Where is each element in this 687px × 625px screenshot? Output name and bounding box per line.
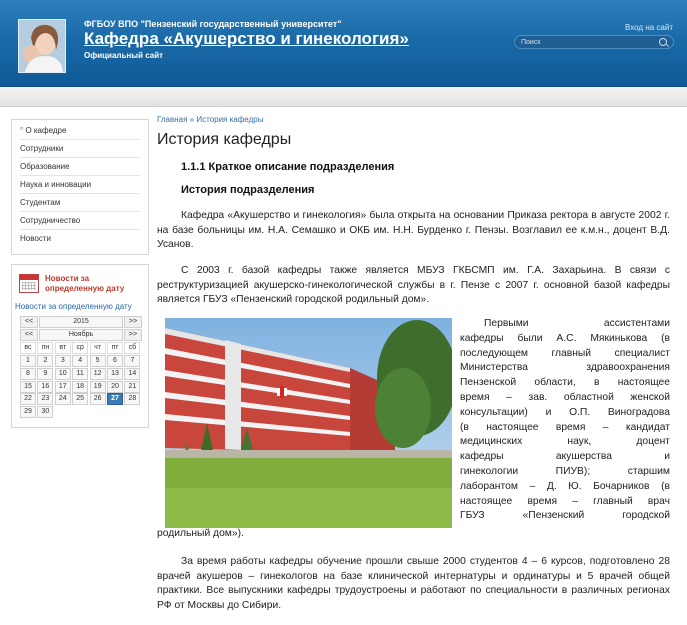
calendar-day[interactable]: 8	[20, 368, 36, 380]
calendar-title: Новости за определенную дату	[45, 274, 125, 293]
weekday-label: сб	[124, 342, 140, 354]
calendar-day[interactable]: 18	[72, 381, 88, 393]
search-icon[interactable]	[659, 38, 667, 46]
sidebar-item-label: Наука и инновации	[20, 180, 92, 189]
hospital-photo	[165, 318, 452, 528]
calendar-day[interactable]: 15	[20, 381, 36, 393]
calendar-day[interactable]: 20	[107, 381, 123, 393]
calendar-day[interactable]: 13	[107, 368, 123, 380]
sidebar-item-science[interactable]	[20, 176, 140, 194]
paragraph-line: кафедры были А.С. Мякинькова (в	[460, 332, 670, 344]
calendar-day[interactable]: 6	[107, 355, 123, 367]
breadcrumb[interactable]: Главная » История кафедры	[157, 115, 264, 124]
search-input[interactable]	[521, 36, 651, 48]
weekday-label: пн	[37, 342, 53, 354]
sidebar-item-about[interactable]	[20, 122, 140, 140]
paragraph-line: Пензенской области, в настоящее	[460, 377, 670, 389]
paragraph-text: За время работы кафедры обучение прошли свыше 2000 студентов 4 – 6 курсов, подготовлено 28 врачей акушеров – гинекологов на базе клинической интернатуры и ординатуры и 5 врачей общей практики. Все выпускники кафедры трудоустроены и работают по специальности в различных регионах РФ от Москвы до Сибири.	[157, 556, 670, 611]
calendar-day[interactable]: 30	[37, 406, 53, 418]
calendar-day[interactable]: 19	[90, 381, 106, 393]
sidebar-item-label: Студентам	[20, 198, 61, 207]
page-title: История кафедры	[157, 131, 292, 148]
paragraph-line: ГБУЗ «Пензенский городской	[460, 510, 670, 522]
calendar-day[interactable]: 4	[72, 355, 88, 367]
weekday-label: вт	[55, 342, 71, 354]
paragraph-intro	[157, 209, 670, 253]
calendar-day[interactable]: 22	[20, 393, 36, 405]
sidebar-menu	[11, 119, 149, 255]
paragraph-graduates	[157, 555, 670, 613]
bullet-icon: °	[20, 126, 24, 135]
paragraph-line: (в настоящее время – кандидат	[460, 421, 670, 433]
calendar-month: Ноябрь	[39, 329, 123, 341]
calendar-day[interactable]: 27	[107, 393, 123, 405]
calendar-day[interactable]: 25	[72, 393, 88, 405]
calendar-day[interactable]: 17	[55, 381, 71, 393]
calendar-icon	[19, 274, 39, 293]
calendar-year-row	[20, 316, 142, 328]
paragraph-line: настоящее время – главный врач	[460, 495, 670, 507]
search-box	[514, 35, 674, 49]
weekday-label: пт	[107, 342, 123, 354]
paragraph-assistants-tail: родильный дом»).	[157, 528, 244, 539]
sidebar-item-label: О кафедре	[25, 126, 67, 135]
calendar-day[interactable]: 26	[90, 393, 106, 405]
weekday-label: вс	[20, 342, 36, 354]
sidebar-item-education[interactable]	[20, 158, 140, 176]
calendar-day[interactable]: 7	[124, 355, 140, 367]
calendar-day[interactable]: 12	[90, 368, 106, 380]
site-header	[0, 0, 687, 87]
paragraph-line: Первыми ассистентами	[484, 318, 670, 329]
next-year-button[interactable]: >>	[124, 316, 142, 328]
calendar-year: 2015	[39, 316, 123, 328]
calendar-week	[20, 368, 142, 380]
sidebar-item-label: Сотрудники	[20, 144, 64, 153]
calendar-day[interactable]: 16	[37, 381, 53, 393]
calendar-day[interactable]: 29	[20, 406, 36, 418]
calendar-day[interactable]: 10	[55, 368, 71, 380]
calendar-day[interactable]: 28	[124, 393, 140, 405]
next-month-button[interactable]: >>	[124, 329, 142, 341]
paragraph-base	[157, 264, 670, 308]
paragraph-line: Министерства здравоохранения	[460, 362, 670, 374]
paragraph-line: медицинских наук, доцент	[460, 436, 670, 448]
subsection-heading: История подразделения	[181, 184, 315, 196]
calendar-day[interactable]: 1	[20, 355, 36, 367]
calendar-day[interactable]: 9	[37, 368, 53, 380]
site-logo[interactable]	[18, 19, 66, 73]
calendar-week	[20, 406, 142, 418]
prev-year-button[interactable]: <<	[20, 316, 38, 328]
calendar-day[interactable]: 24	[55, 393, 71, 405]
section-heading: 1.1.1 Краткое описание подразделения	[181, 161, 395, 173]
calendar-link[interactable]: Новости за определенную дату	[15, 302, 132, 311]
paragraph-line: время – зав. областной женской	[460, 392, 670, 403]
paragraph-text: С 2003 г. базой кафедры также является МБУЗ ГКБСМП им. Г.А. Захарьина. В связи с реструктуризацией акушерско-гинекологической службы в г. Пензе с 2007 г. основной базой кафедры является ГБУЗ «Пензенский городской родильный дом».	[157, 265, 670, 305]
sidebar-item-label: Новости	[20, 234, 51, 243]
paragraph-line: гинекологии ПИУВ); старшим	[460, 466, 670, 477]
nav-subbar	[0, 87, 687, 107]
login-link[interactable]: Вход на сайт	[625, 23, 673, 32]
sidebar-item-cooperation[interactable]	[20, 212, 140, 230]
news-calendar	[11, 264, 149, 428]
calendar-day[interactable]: 14	[124, 368, 140, 380]
sidebar-item-news[interactable]	[20, 230, 140, 247]
calendar-day[interactable]: 23	[37, 393, 53, 405]
calendar-day[interactable]: 11	[72, 368, 88, 380]
sidebar-item-label: Образование	[20, 162, 70, 171]
calendar-week	[20, 381, 142, 393]
weekday-label: чт	[90, 342, 106, 354]
site-subtitle: Официальный сайт	[84, 51, 164, 60]
paragraph-text: Кафедра «Акушерство и гинекология» была открыта на основании Приказа ректора в августе 2002 г. на базе больницы им. Н.А. Семашко и ОКБ им. Н.Н. Бурденко г. Пензы. Возглавил ее к.м.н., доцент В.Д. Усанов.	[157, 210, 670, 250]
sidebar-item-staff[interactable]	[20, 140, 140, 158]
weekday-label: ср	[72, 342, 88, 354]
paragraph-line: лаборантом – Д. Ю. Бочарников (в	[460, 480, 670, 492]
paragraph-line: последующем главный специалист	[460, 347, 670, 359]
sidebar-item-label: Сотрудничество	[20, 216, 81, 225]
sidebar-item-students[interactable]	[20, 194, 140, 212]
prev-month-button[interactable]: <<	[20, 329, 38, 341]
calendar-day[interactable]: 2	[37, 355, 53, 367]
calendar-month-row	[20, 329, 142, 341]
calendar-day[interactable]: 5	[90, 355, 106, 367]
calendar-day[interactable]: 21	[124, 381, 140, 393]
site-title[interactable]: Кафедра «Акушерство и гинекология»	[84, 29, 409, 48]
calendar-weekdays	[20, 342, 142, 354]
paragraph-line: кафедры акушерства и	[460, 451, 670, 463]
calendar-day[interactable]: 3	[55, 355, 71, 367]
university-name: ФГБОУ ВПО "Пензенский государственный университет"	[84, 19, 342, 29]
calendar-week	[20, 393, 142, 405]
paragraph-line: консультации) и О.П. Виноградова	[460, 406, 670, 418]
calendar-week	[20, 355, 142, 367]
